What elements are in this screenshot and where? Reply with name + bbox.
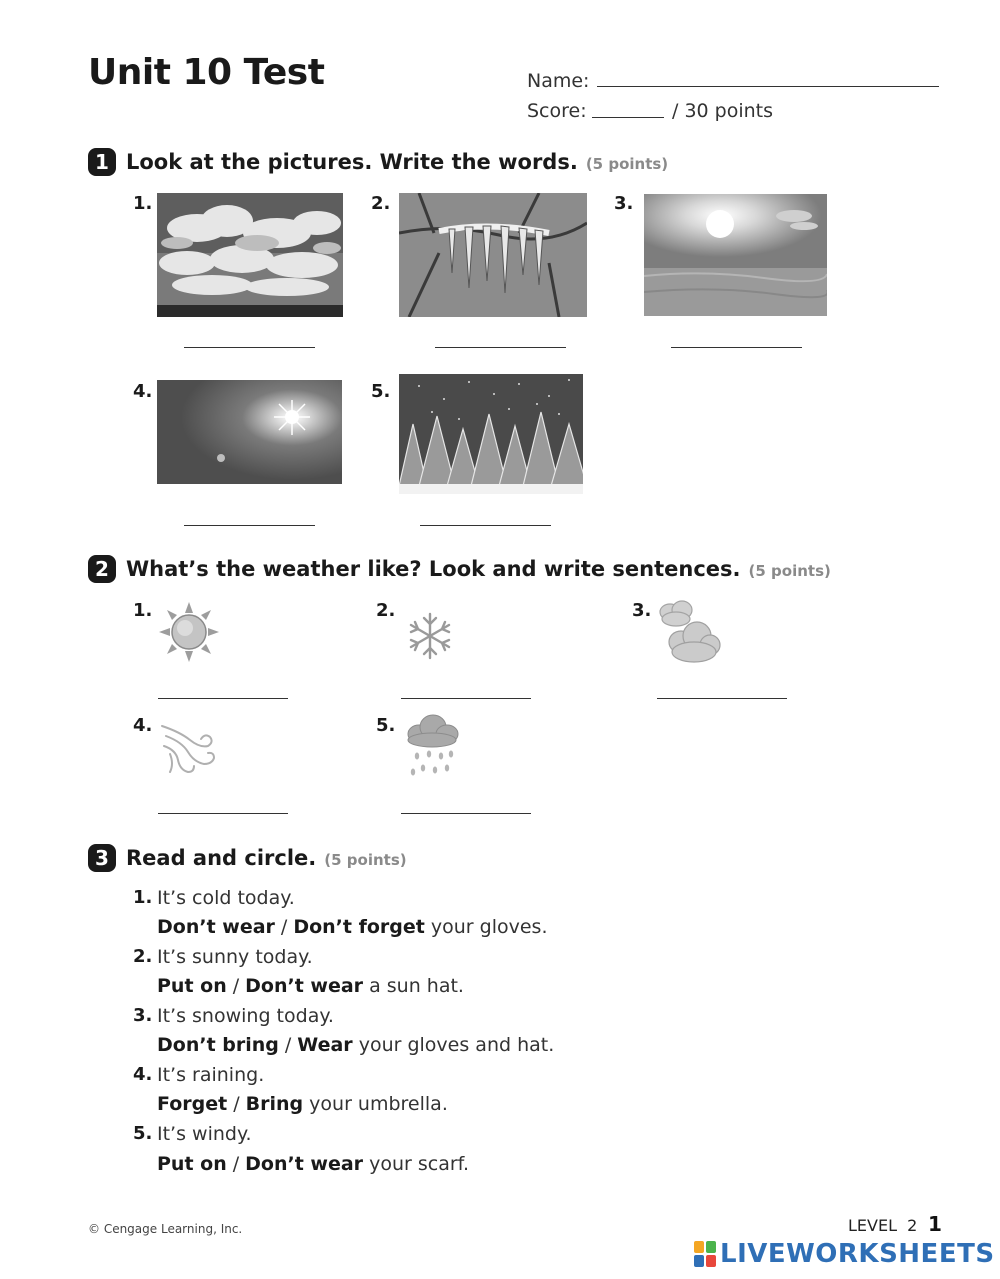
clouds-picture [157,193,343,317]
item-number: 5. [133,1123,153,1144]
section-badge: 3 [88,844,116,872]
item-number: 2. [371,193,391,214]
choice-option[interactable]: Don’t wear [245,1153,364,1175]
item-number: 2. [376,600,396,621]
bright-sun-picture [157,380,342,484]
sun-icon [158,601,220,663]
name-field[interactable] [597,86,939,87]
item-number: 4. [133,715,153,736]
section-badge: 2 [88,555,116,583]
brand-name: LIVEWORKSHEETS [720,1239,995,1269]
desert-sun-picture [644,194,827,316]
icicles-picture [399,193,587,317]
choice-option[interactable]: Don’t forget [293,916,425,938]
level-label: LEVEL 2 [848,1216,918,1235]
answer-line[interactable] [401,813,531,814]
choice-option[interactable]: Don’t bring [157,1034,279,1056]
choice-option[interactable]: Don’t wear [245,975,364,997]
wind-icon [160,720,218,778]
choice-line: Don’t bring / Wear your gloves and hat. [157,1034,555,1056]
cloud-icon [656,600,722,666]
answer-line[interactable] [158,698,288,699]
page-number: 1 [928,1212,942,1236]
choice-option[interactable]: Put on [157,975,227,997]
choice-line: Don’t wear / Don’t forget your gloves. [157,916,548,938]
snowflake-icon [405,611,455,661]
item-number: 5. [376,715,396,736]
question-sentence: It’s sunny today. [157,946,313,968]
choice-option[interactable]: Forget [157,1093,228,1115]
question-sentence: It’s cold today. [157,887,295,909]
section-instruction: Read and circle. [126,846,317,870]
answer-line[interactable] [401,698,531,699]
item-number: 1. [133,887,153,908]
section-instruction: What’s the weather like? Look and write sentences. [126,557,741,581]
item-number: 4. [133,1064,153,1085]
answer-line[interactable] [158,813,288,814]
answer-line[interactable] [435,347,566,348]
item-number: 3. [133,1005,153,1026]
score-total: / 30 points [672,100,774,122]
snowy-trees-picture [399,374,583,494]
section-1-heading [88,148,668,176]
answer-line[interactable] [657,698,787,699]
page-title: Unit 10 Test [88,52,325,93]
score-field[interactable] [592,117,664,118]
answer-line[interactable] [671,347,802,348]
rain-cloud-icon [405,714,459,780]
question-sentence: It’s raining. [157,1064,265,1086]
answer-line[interactable] [420,525,551,526]
choice-line: Put on / Don’t wear a sun hat. [157,975,464,997]
choice-line: Forget / Bring your umbrella. [157,1093,448,1115]
section-points: (5 points) [324,851,407,869]
liveworksheets-icon [694,1241,716,1267]
copyright: © Cengage Learning, Inc. [88,1222,243,1236]
item-number: 3. [614,193,634,214]
liveworksheets-logo[interactable] [694,1239,995,1269]
section-3-heading [88,844,407,872]
section-points: (5 points) [748,562,831,580]
answer-line[interactable] [184,525,315,526]
item-number: 3. [632,600,652,621]
section-points: (5 points) [585,155,669,173]
question-sentence: It’s windy. [157,1123,252,1145]
choice-option[interactable]: Bring [245,1093,304,1115]
section-badge: 1 [88,148,116,176]
item-number: 4. [133,381,153,402]
choice-option[interactable]: Wear [297,1034,353,1056]
section-2-heading [88,555,831,583]
answer-line[interactable] [184,347,315,348]
item-number: 1. [133,600,153,621]
section-instruction: Look at the pictures. Write the words. [126,150,578,174]
score-label: Score: [527,100,587,122]
item-number: 2. [133,946,153,967]
question-sentence: It’s snowing today. [157,1005,334,1027]
item-number: 5. [371,381,391,402]
choice-option[interactable]: Don’t wear [157,916,275,938]
choice-option[interactable]: Put on [157,1153,227,1175]
item-number: 1. [133,193,153,214]
choice-line: Put on / Don’t wear your scarf. [157,1153,470,1175]
name-label: Name: [527,70,590,92]
